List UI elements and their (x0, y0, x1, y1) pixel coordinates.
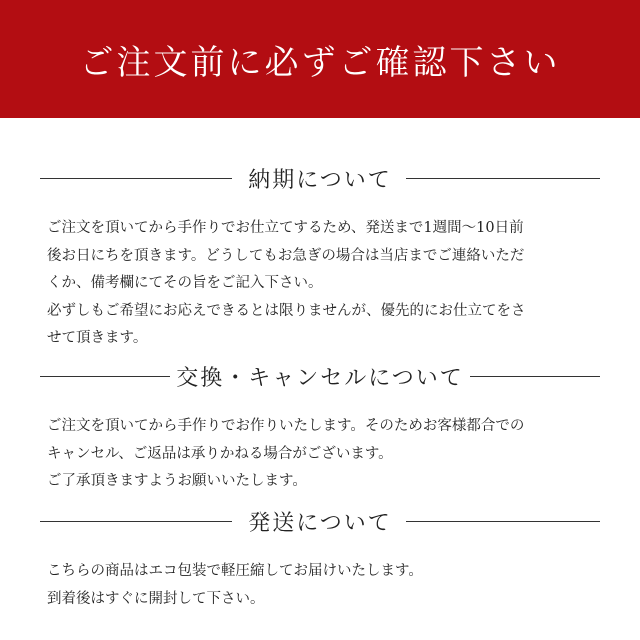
notice-banner (0, 0, 640, 118)
body-line: 到着後はすぐに開封して下さい。 (47, 590, 265, 607)
divider-right (470, 376, 600, 377)
body-line: キャンセル、ご返品は承りかねる場合がございます。 (47, 445, 393, 462)
section-shipping (0, 506, 640, 613)
section-heading-row (0, 361, 640, 391)
divider-left (40, 521, 232, 522)
body-line: 必ずしもご希望にお応えできるとは限りませんが、優先的にお仕立てをさ (47, 302, 526, 319)
section-exchange-cancel (0, 361, 640, 496)
body-line: せて頂きます。 (47, 330, 148, 346)
body-line: こちらの商品はエコ包装で軽圧縮してお届けいたします。 (47, 563, 423, 579)
section-body (47, 413, 607, 496)
section-heading: 納期について (248, 163, 392, 194)
section-delivery-time (0, 163, 640, 353)
divider-left (40, 178, 232, 179)
banner-title: ご注文前に必ずご確認下さい (79, 42, 561, 83)
section-body (47, 215, 607, 353)
body-line: 後お日にちを頂きます。どうしてもお急ぎの場合は当店までご連絡いただ (47, 247, 525, 264)
divider-right (406, 521, 600, 522)
section-heading-row (0, 163, 640, 193)
divider-right (406, 178, 600, 179)
body-line: ご注文を頂いてから手作りでお仕立てするため、発送まで1週間〜10日前 (47, 220, 524, 236)
body-line: くか、備考欄にてその旨をご記入下さい。 (47, 275, 323, 291)
section-heading: 交換・キャンセルについて (176, 361, 464, 392)
section-body (47, 558, 607, 613)
divider-left (40, 376, 170, 377)
section-heading: 発送について (248, 506, 392, 537)
body-line: ご注文を頂いてから手作りでお作りいたします。そのためお客様都合での (47, 418, 525, 434)
body-line: ご了承頂きますようお願いいたします。 (47, 473, 307, 489)
section-heading-row (0, 506, 640, 536)
